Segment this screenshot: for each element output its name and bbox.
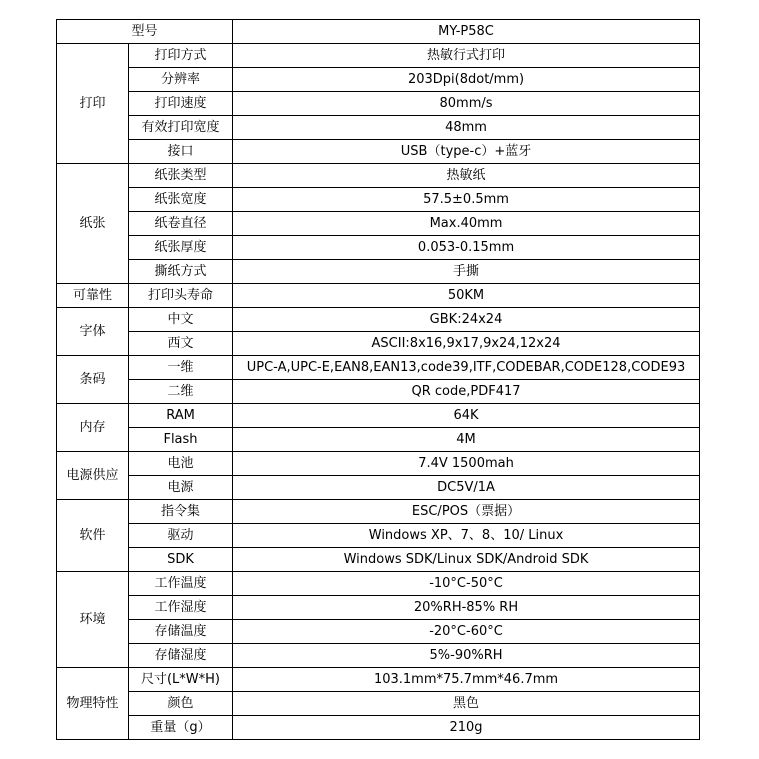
spec-item-value: 210g bbox=[233, 716, 700, 740]
spec-item-label: 指令集 bbox=[129, 500, 233, 524]
spec-row bbox=[57, 212, 700, 236]
spec-item-value: 203Dpi(8dot/mm) bbox=[233, 68, 700, 92]
model-value: MY-P58C bbox=[233, 20, 700, 44]
spec-item-label: 纸张厚度 bbox=[129, 236, 233, 260]
spec-row bbox=[57, 404, 700, 428]
spec-item-label: 工作湿度 bbox=[129, 596, 233, 620]
spec-item-value: 5%-90%RH bbox=[233, 644, 700, 668]
spec-item-value: 50KM bbox=[233, 284, 700, 308]
model-row bbox=[57, 20, 700, 44]
group-name: 电源供应 bbox=[57, 452, 129, 500]
group-name: 物理特性 bbox=[57, 668, 129, 740]
spec-item-value: 57.5±0.5mm bbox=[233, 188, 700, 212]
spec-item-value: 4M bbox=[233, 428, 700, 452]
spec-item-label: 重量（g） bbox=[129, 716, 233, 740]
spec-item-value: 黑色 bbox=[233, 692, 700, 716]
spec-row bbox=[57, 476, 700, 500]
spec-row bbox=[57, 356, 700, 380]
model-label: 型号 bbox=[57, 20, 233, 44]
spec-item-value: 7.4V 1500mah bbox=[233, 452, 700, 476]
spec-row bbox=[57, 524, 700, 548]
spec-row bbox=[57, 44, 700, 68]
spec-item-label: 有效打印宽度 bbox=[129, 116, 233, 140]
spec-item-label: 电池 bbox=[129, 452, 233, 476]
spec-row bbox=[57, 116, 700, 140]
spec-item-label: 驱动 bbox=[129, 524, 233, 548]
spec-row bbox=[57, 284, 700, 308]
spec-item-label: 一维 bbox=[129, 356, 233, 380]
spec-item-label: Flash bbox=[129, 428, 233, 452]
group-name: 可靠性 bbox=[57, 284, 129, 308]
spec-row bbox=[57, 236, 700, 260]
spec-item-label: 打印方式 bbox=[129, 44, 233, 68]
group-name: 打印 bbox=[57, 44, 129, 164]
spec-item-label: 西文 bbox=[129, 332, 233, 356]
spec-row bbox=[57, 260, 700, 284]
spec-row bbox=[57, 332, 700, 356]
spec-item-value: 64K bbox=[233, 404, 700, 428]
spec-row bbox=[57, 620, 700, 644]
group-name: 条码 bbox=[57, 356, 129, 404]
spec-item-value: 20%RH-85% RH bbox=[233, 596, 700, 620]
spec-row bbox=[57, 692, 700, 716]
group-name: 软件 bbox=[57, 500, 129, 572]
spec-item-label: 电源 bbox=[129, 476, 233, 500]
spec-item-value: Max.40mm bbox=[233, 212, 700, 236]
spec-row bbox=[57, 380, 700, 404]
spec-row bbox=[57, 308, 700, 332]
spec-row bbox=[57, 668, 700, 692]
spec-item-value: USB（type-c）+蓝牙 bbox=[233, 140, 700, 164]
spec-item-label: 纸卷直径 bbox=[129, 212, 233, 236]
spec-item-value: 热敏纸 bbox=[233, 164, 700, 188]
spec-item-value: ASCII:8x16,9x17,9x24,12x24 bbox=[233, 332, 700, 356]
spec-item-value: GBK:24x24 bbox=[233, 308, 700, 332]
spec-item-label: SDK bbox=[129, 548, 233, 572]
spec-item-value: Windows XP、7、8、10/ Linux bbox=[233, 524, 700, 548]
spec-row bbox=[57, 596, 700, 620]
spec-row bbox=[57, 92, 700, 116]
spec-table bbox=[56, 19, 700, 740]
group-name: 内存 bbox=[57, 404, 129, 452]
spec-row bbox=[57, 428, 700, 452]
spec-row bbox=[57, 500, 700, 524]
spec-row bbox=[57, 140, 700, 164]
spec-item-label: 尺寸(L*W*H) bbox=[129, 668, 233, 692]
spec-item-value: UPC-A,UPC-E,EAN8,EAN13,code39,ITF,CODEBAR,CODE128,CODE93 bbox=[233, 356, 700, 380]
spec-item-label: RAM bbox=[129, 404, 233, 428]
spec-item-value: -10°C-50°C bbox=[233, 572, 700, 596]
spec-item-value: Windows SDK/Linux SDK/Android SDK bbox=[233, 548, 700, 572]
spec-item-value: 80mm/s bbox=[233, 92, 700, 116]
spec-item-value: 热敏行式打印 bbox=[233, 44, 700, 68]
group-name: 纸张 bbox=[57, 164, 129, 284]
spec-item-label: 纸张宽度 bbox=[129, 188, 233, 212]
group-name: 字体 bbox=[57, 308, 129, 356]
spec-item-value: 103.1mm*75.7mm*46.7mm bbox=[233, 668, 700, 692]
spec-row bbox=[57, 164, 700, 188]
spec-item-value: -20°C-60°C bbox=[233, 620, 700, 644]
spec-row bbox=[57, 644, 700, 668]
spec-table-body bbox=[57, 20, 700, 740]
spec-row bbox=[57, 716, 700, 740]
spec-row bbox=[57, 188, 700, 212]
spec-row bbox=[57, 452, 700, 476]
spec-row bbox=[57, 572, 700, 596]
spec-item-label: 存储湿度 bbox=[129, 644, 233, 668]
spec-item-label: 存储温度 bbox=[129, 620, 233, 644]
group-name: 环境 bbox=[57, 572, 129, 668]
spec-row bbox=[57, 68, 700, 92]
spec-item-label: 接口 bbox=[129, 140, 233, 164]
spec-item-label: 分辨率 bbox=[129, 68, 233, 92]
spec-item-label: 打印速度 bbox=[129, 92, 233, 116]
spec-item-label: 颜色 bbox=[129, 692, 233, 716]
spec-item-value: DC5V/1A bbox=[233, 476, 700, 500]
spec-item-value: 0.053-0.15mm bbox=[233, 236, 700, 260]
spec-item-label: 打印头寿命 bbox=[129, 284, 233, 308]
spec-row bbox=[57, 548, 700, 572]
spec-item-label: 工作温度 bbox=[129, 572, 233, 596]
spec-item-value: ESC/POS（票据） bbox=[233, 500, 700, 524]
spec-item-value: QR code,PDF417 bbox=[233, 380, 700, 404]
spec-item-value: 手撕 bbox=[233, 260, 700, 284]
spec-item-label: 撕纸方式 bbox=[129, 260, 233, 284]
spec-item-value: 48mm bbox=[233, 116, 700, 140]
spec-item-label: 中文 bbox=[129, 308, 233, 332]
spec-item-label: 纸张类型 bbox=[129, 164, 233, 188]
spec-item-label: 二维 bbox=[129, 380, 233, 404]
